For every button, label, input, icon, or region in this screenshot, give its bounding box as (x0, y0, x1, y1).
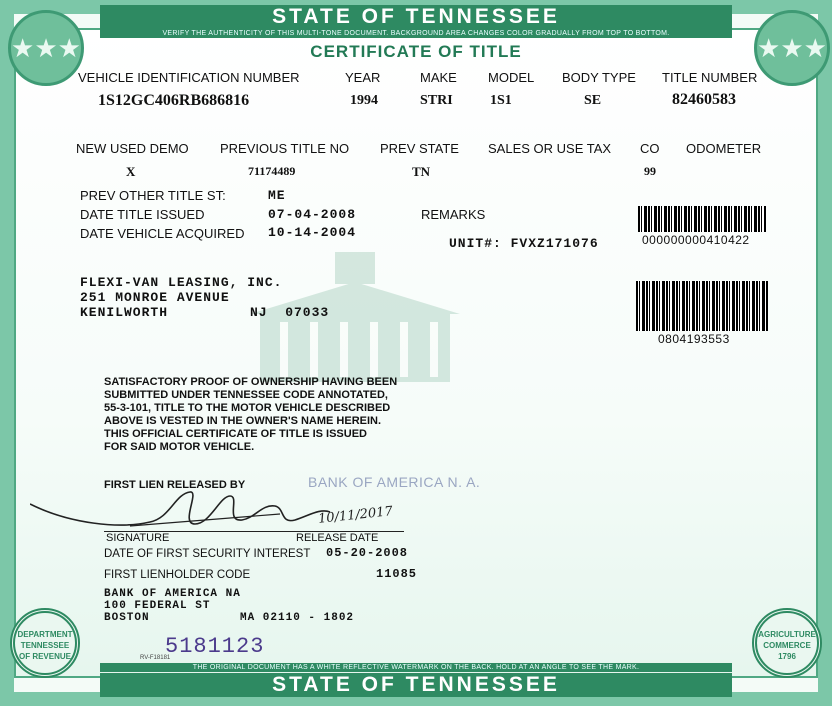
year-value: 1994 (350, 93, 378, 108)
model-value: 1S1 (490, 93, 512, 108)
lienholder-state-zip: MA 02110 - 1802 (240, 612, 355, 624)
make-value: STRI (420, 93, 453, 108)
title-number-label: TITLE NUMBER (662, 70, 758, 85)
date-first-security-interest-value: 05-20-2008 (326, 546, 409, 560)
statement-line-5: THIS OFFICIAL CERTIFICATE OF TITLE IS ISSUED (104, 428, 367, 440)
statement-line-4: ABOVE IS VESTED IN THE OWNER'S NAME HEREIN. (104, 415, 382, 427)
new-used-demo-label: NEW USED DEMO (76, 141, 189, 156)
make-label: MAKE (420, 70, 457, 85)
statement-line-1: SATISFACTORY PROOF OF OWNERSHIP HAVING BEEN (104, 376, 398, 388)
barcode-top-number: 000000000410422 (642, 233, 750, 247)
prev-other-title-st-label: PREV OTHER TITLE ST: (80, 188, 226, 203)
watermark-notice: THE ORIGINAL DOCUMENT HAS A WHITE REFLECTIVE WATERMARK ON THE BACK. HOLD AT AN ANGLE TO SEE THE MARK. (100, 663, 732, 672)
county-label: CO (640, 141, 660, 156)
title-number-value: 82460583 (672, 91, 736, 108)
state-seal-icon (752, 608, 822, 678)
odometer-label: ODOMETER (686, 141, 762, 156)
body-type-value: SE (584, 93, 602, 108)
year-label: YEAR (345, 70, 381, 85)
barcode-bottom (636, 281, 768, 331)
right-seal-text: AGRICULTURE COMMERCE 1796 (758, 630, 816, 661)
department-of-revenue-seal-icon (10, 608, 80, 678)
state-banner-bottom: STATE OF TENNESSEE (100, 673, 732, 697)
left-seal-text: DEPARTMENT TENNESSEE OF REVENUE (17, 630, 73, 661)
sales-tax-label: SALES OR USE TAX (488, 141, 612, 156)
prev-other-title-st-value: ME (268, 188, 286, 203)
date-title-issued-value: 07-04-2008 (268, 207, 357, 222)
verify-notice: VERIFY THE AUTHENTICITY OF THIS MULTI-TONE DOCUMENT. BACKGROUND AREA CHANGES COLOR GRADUALLY FROM TOP TO BOTTOM. (100, 29, 732, 38)
owner-street: 251 MONROE AVENUE (80, 290, 230, 305)
barcode-bottom-number: 0804193553 (658, 332, 730, 346)
signature-label: SIGNATURE (106, 532, 170, 544)
release-date-handwritten: 10/11/2017 (317, 504, 394, 527)
statement-line-6: FOR SAID MOTOR VEHICLE. (104, 441, 255, 453)
tri-star-seal-left-icon: ★★★ (8, 10, 84, 86)
statement-line-2: SUBMITTED UNDER TENNESSEE CODE ANNOTATED, (104, 389, 388, 401)
vin-label: VEHICLE IDENTIFICATION NUMBER (78, 70, 300, 85)
control-number: 5181123 (165, 634, 265, 659)
remarks-label: REMARKS (421, 207, 486, 222)
owner-city: KENILWORTH (80, 305, 169, 320)
previous-title-no-label: PREVIOUS TITLE NO (220, 141, 350, 156)
barcode-top (638, 206, 766, 232)
release-date-label: RELEASE DATE (296, 532, 379, 544)
prev-state-label: PREV STATE (380, 141, 459, 156)
date-vehicle-acquired-value: 10-14-2004 (268, 225, 357, 240)
new-used-demo-value: X (126, 164, 136, 179)
model-label: MODEL (488, 70, 535, 85)
state-banner-top: STATE OF TENNESSEE (100, 5, 732, 29)
document-title: CERTIFICATE OF TITLE (310, 42, 522, 61)
statement-line-3: 55-3-101, TITLE TO THE MOTOR VEHICLE DESCRIBED (104, 402, 391, 414)
date-first-security-interest-label: DATE OF FIRST SECURITY INTEREST (104, 548, 311, 560)
previous-title-no-value: 71174489 (248, 164, 296, 178)
tri-star-seal-right-icon: ★★★ (754, 10, 830, 86)
vin-value: 1S12GC406RB686816 (98, 92, 250, 109)
first-lienholder-code-value: 11085 (376, 567, 418, 581)
unit-number: UNIT#: FVXZ171076 (449, 236, 599, 251)
lienholder-street: 100 FEDERAL ST (104, 600, 211, 612)
control-code: RV-F18181 (140, 655, 171, 661)
first-lienholder-code-label: FIRST LIENHOLDER CODE (104, 569, 251, 581)
prev-state-value: TN (412, 164, 431, 179)
date-title-issued-label: DATE TITLE ISSUED (80, 207, 205, 222)
bank-stamp: BANK OF AMERICA N. A. (308, 474, 481, 490)
lienholder-city: BOSTON (104, 612, 150, 624)
owner-state-zip: NJ 07033 (250, 305, 330, 320)
body-type-label: BODY TYPE (562, 70, 636, 85)
county-value: 99 (644, 164, 656, 178)
lienholder-name: BANK OF AMERICA NA (104, 588, 241, 600)
date-vehicle-acquired-label: DATE VEHICLE ACQUIRED (80, 226, 245, 241)
owner-name: FLEXI-VAN LEASING, INC. (80, 275, 283, 290)
first-lien-released-by-label: FIRST LIEN RELEASED BY (104, 479, 246, 491)
